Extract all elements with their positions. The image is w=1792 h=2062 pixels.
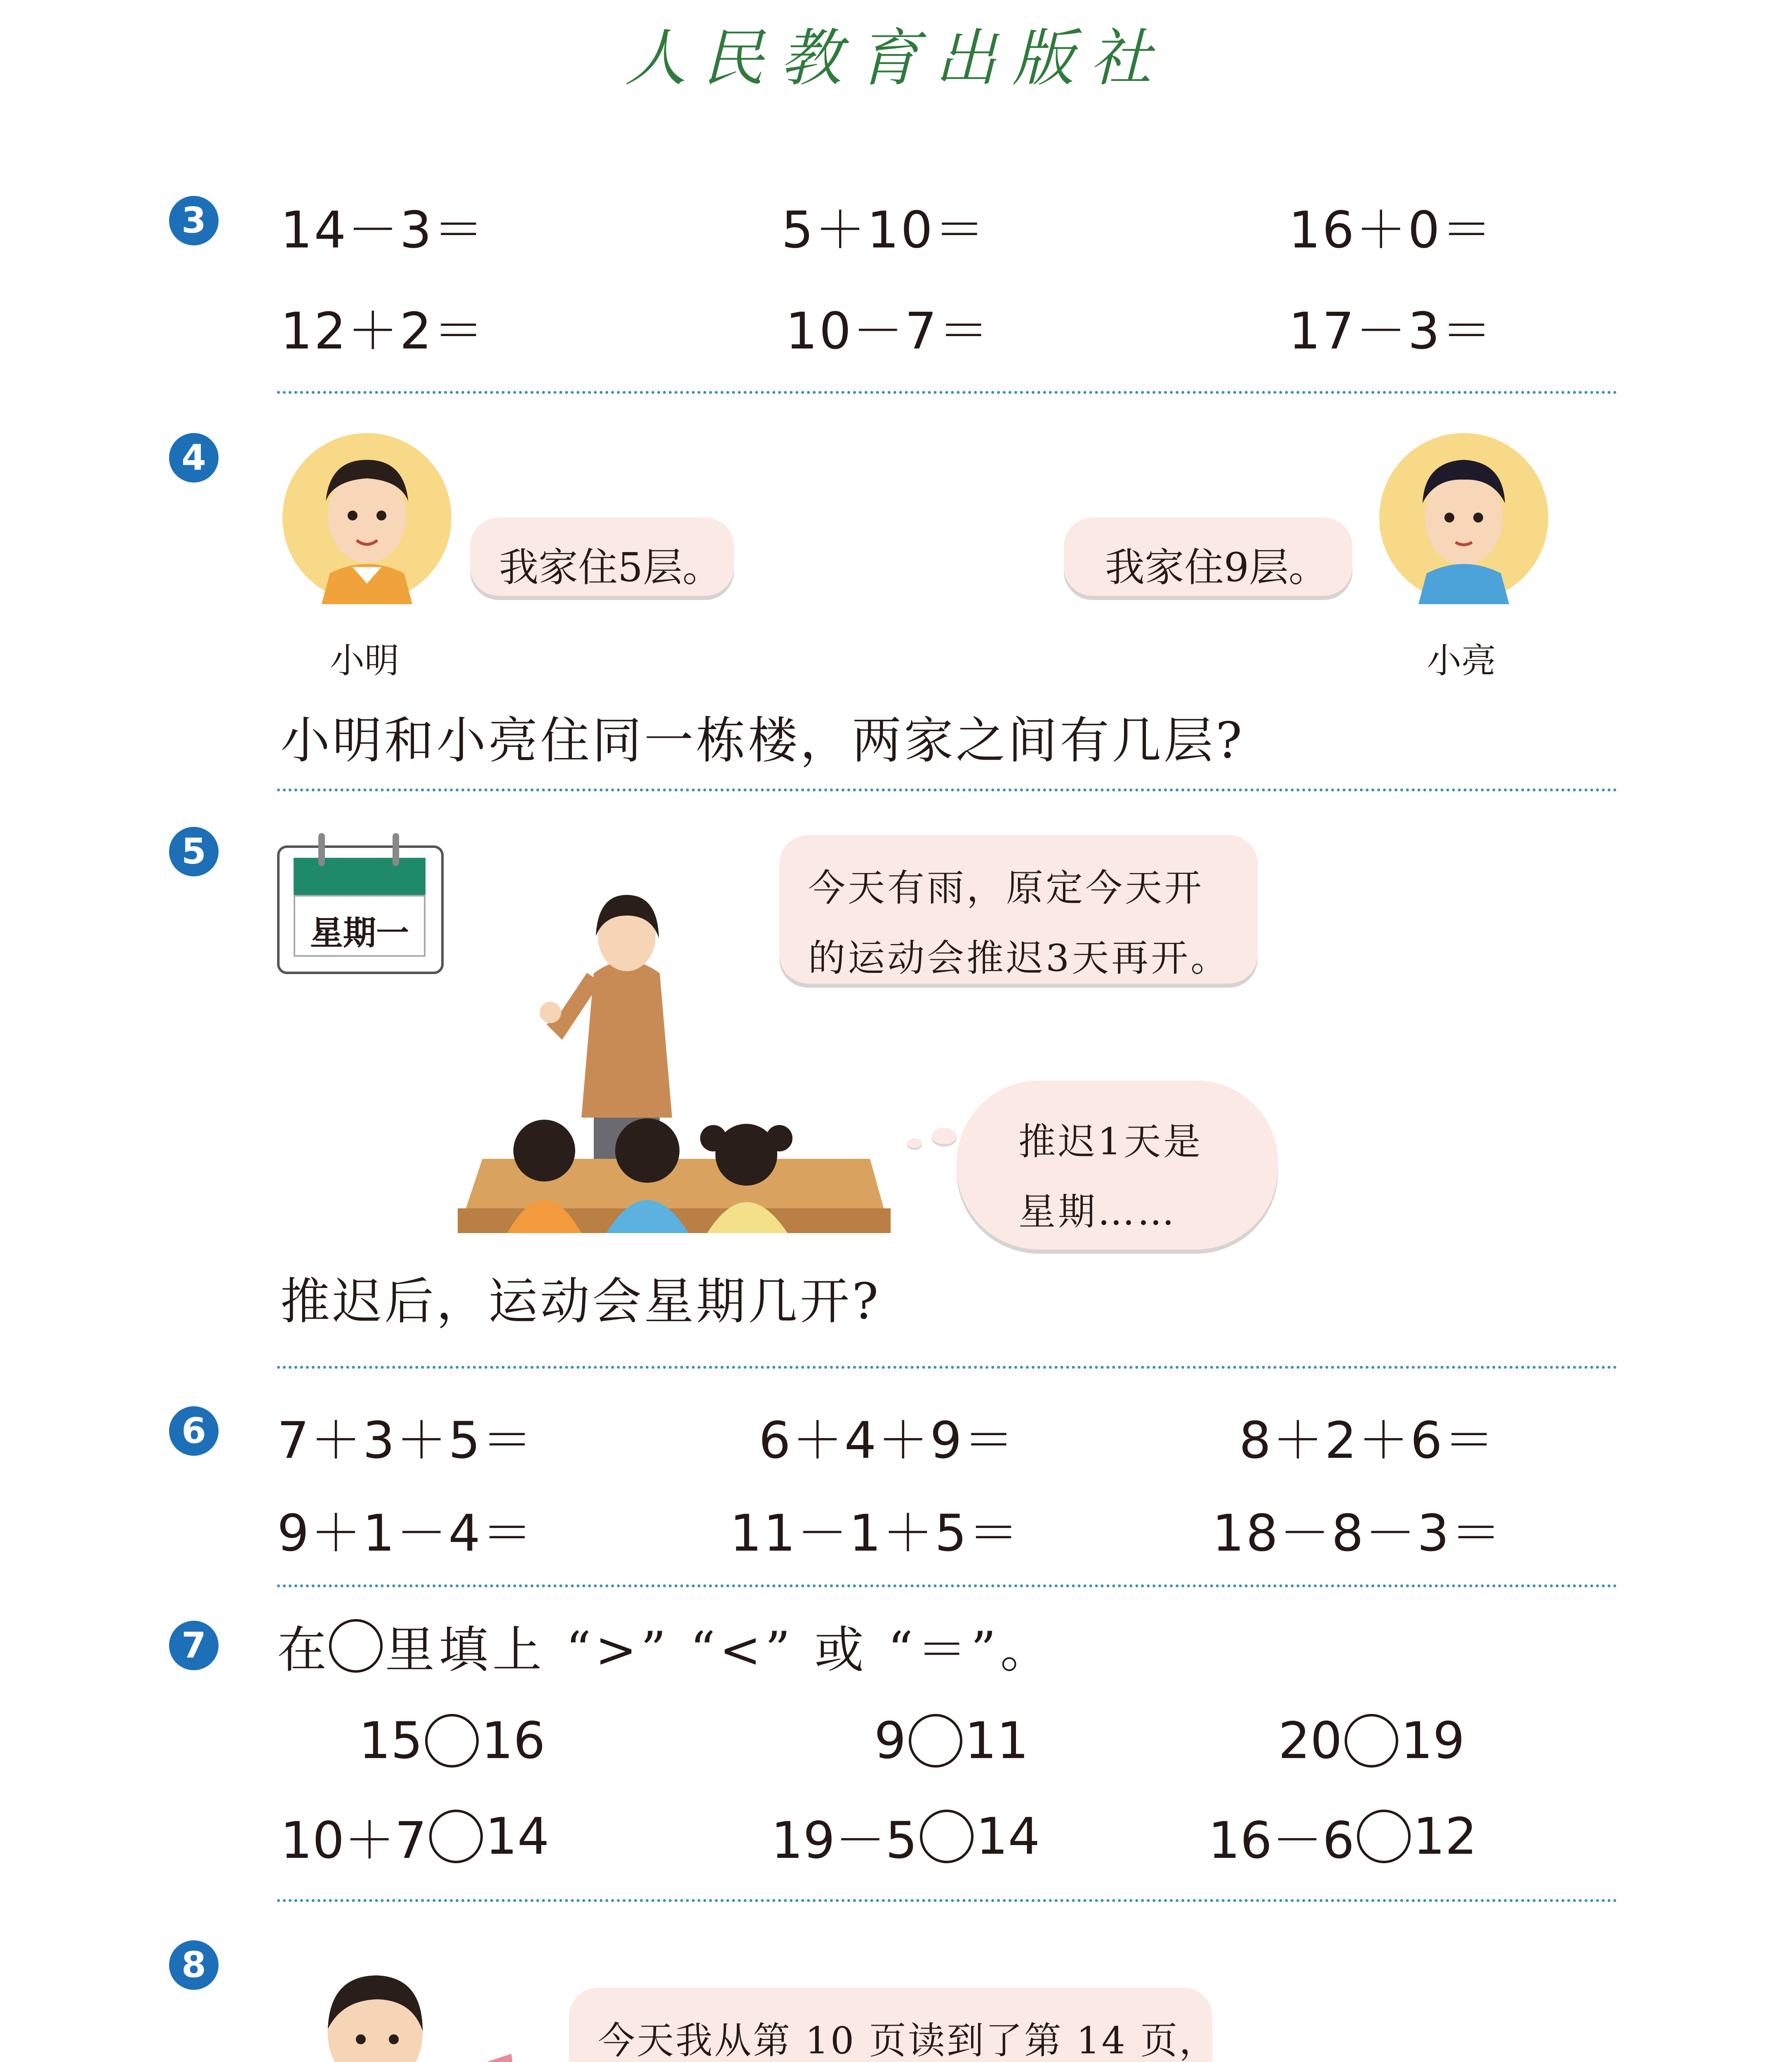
section-divider bbox=[277, 789, 1617, 791]
equation: 12＋2＝ bbox=[280, 302, 485, 360]
compare-left: 16－6 bbox=[1208, 1811, 1355, 1870]
thought-dot bbox=[907, 1138, 922, 1148]
calendar-day: 星期一 bbox=[310, 914, 409, 952]
section-divider bbox=[277, 1899, 1617, 1902]
compare-right: 12 bbox=[1413, 1807, 1477, 1866]
compare-blank[interactable] bbox=[909, 1714, 962, 1768]
instruction-text-a: 在 bbox=[277, 1622, 327, 1679]
compare-right: 19 bbox=[1401, 1711, 1465, 1770]
speech-bubble-reading bbox=[569, 1988, 1218, 2062]
compare-right: 14 bbox=[976, 1807, 1040, 1866]
speech-text: 我家住5层。 bbox=[499, 544, 722, 591]
compare-blank[interactable] bbox=[1357, 1810, 1411, 1863]
speech-bubble-teacher bbox=[779, 835, 1258, 984]
equation: 17－3＝ bbox=[1289, 302, 1493, 360]
compare-item bbox=[359, 1711, 546, 1770]
question-text: 推迟后，运动会星期几开? bbox=[280, 1273, 881, 1330]
thought-text-line1: 推迟1天是 bbox=[1018, 1120, 1203, 1163]
question-text: 小明和小亮住同一栋楼，两家之间有几层? bbox=[280, 712, 1245, 770]
thought-dot bbox=[932, 1128, 957, 1144]
equation: 7＋3＋5＝ bbox=[277, 1411, 534, 1470]
boy-xiaoliang-avatar bbox=[1377, 431, 1550, 604]
section-divider bbox=[277, 1366, 1617, 1369]
speech-text: 我家住9层。 bbox=[1105, 544, 1329, 591]
boy-reading-illustration bbox=[280, 1951, 536, 2062]
speech-text-line1: 今天有雨，原定今天开 bbox=[808, 866, 1204, 910]
question-number-7: 7 bbox=[169, 1621, 219, 1670]
compare-left: 15 bbox=[359, 1711, 423, 1770]
question-number-5: 5 bbox=[169, 827, 219, 876]
name-xiaoliang: 小亮 bbox=[1427, 640, 1496, 681]
question-number-6: 6 bbox=[169, 1406, 219, 1456]
equation: 14－3＝ bbox=[280, 201, 485, 259]
compare-item bbox=[771, 1800, 1040, 1872]
name-xiaoming: 小明 bbox=[330, 640, 400, 681]
speech-bubble-xiaoliang bbox=[1064, 518, 1352, 596]
compare-left: 9 bbox=[874, 1711, 906, 1770]
equation: 5＋10＝ bbox=[781, 201, 986, 259]
compare-right: 16 bbox=[481, 1711, 546, 1770]
calendar-icon bbox=[277, 833, 442, 973]
compare-right: 14 bbox=[485, 1807, 550, 1866]
instruction-text-b: 里填上 “>” “<” 或 “＝”。 bbox=[385, 1622, 1054, 1679]
thought-text-line2: 星期…… bbox=[1018, 1190, 1177, 1233]
speech-text-line1: 今天我从第 10 页读到了第 14 页， bbox=[598, 2019, 1218, 2062]
section-divider bbox=[277, 1584, 1617, 1587]
publisher-header: 人民教育出版社 bbox=[624, 23, 1167, 94]
compare-item bbox=[1278, 1711, 1465, 1770]
equation: 10－7＝ bbox=[785, 302, 990, 360]
equation: 8＋2＋6＝ bbox=[1239, 1411, 1496, 1470]
question-number-4: 4 bbox=[169, 433, 219, 483]
question-number-8: 8 bbox=[169, 1940, 219, 1990]
compare-item bbox=[874, 1711, 1029, 1770]
thought-bubble bbox=[957, 1080, 1278, 1250]
equation: 11－1＋5＝ bbox=[730, 1504, 1021, 1563]
blank-circle-example bbox=[329, 1619, 383, 1673]
compare-item bbox=[1208, 1800, 1477, 1872]
compare-blank[interactable] bbox=[425, 1714, 479, 1768]
compare-left: 20 bbox=[1278, 1711, 1343, 1770]
instruction bbox=[277, 1610, 1054, 1681]
equation: 16＋0＝ bbox=[1289, 201, 1493, 259]
equation: 6＋4＋9＝ bbox=[759, 1411, 1016, 1470]
compare-item bbox=[280, 1800, 549, 1872]
compare-left: 19－5 bbox=[771, 1811, 917, 1870]
question-number-3: 3 bbox=[169, 196, 219, 245]
speech-bubble-xiaoming bbox=[470, 518, 734, 596]
boy-xiaoming-avatar bbox=[280, 431, 454, 604]
speech-text-line2: 的运动会推迟3天再开。 bbox=[808, 937, 1230, 980]
compare-right: 11 bbox=[964, 1711, 1029, 1770]
equation: 18－8－3＝ bbox=[1212, 1504, 1503, 1563]
compare-blank[interactable] bbox=[429, 1810, 483, 1863]
compare-left: 10＋7 bbox=[280, 1811, 427, 1870]
equation: 9＋1－4＝ bbox=[277, 1504, 534, 1563]
section-divider bbox=[277, 391, 1617, 394]
compare-blank[interactable] bbox=[1345, 1714, 1398, 1768]
compare-blank[interactable] bbox=[920, 1810, 974, 1863]
